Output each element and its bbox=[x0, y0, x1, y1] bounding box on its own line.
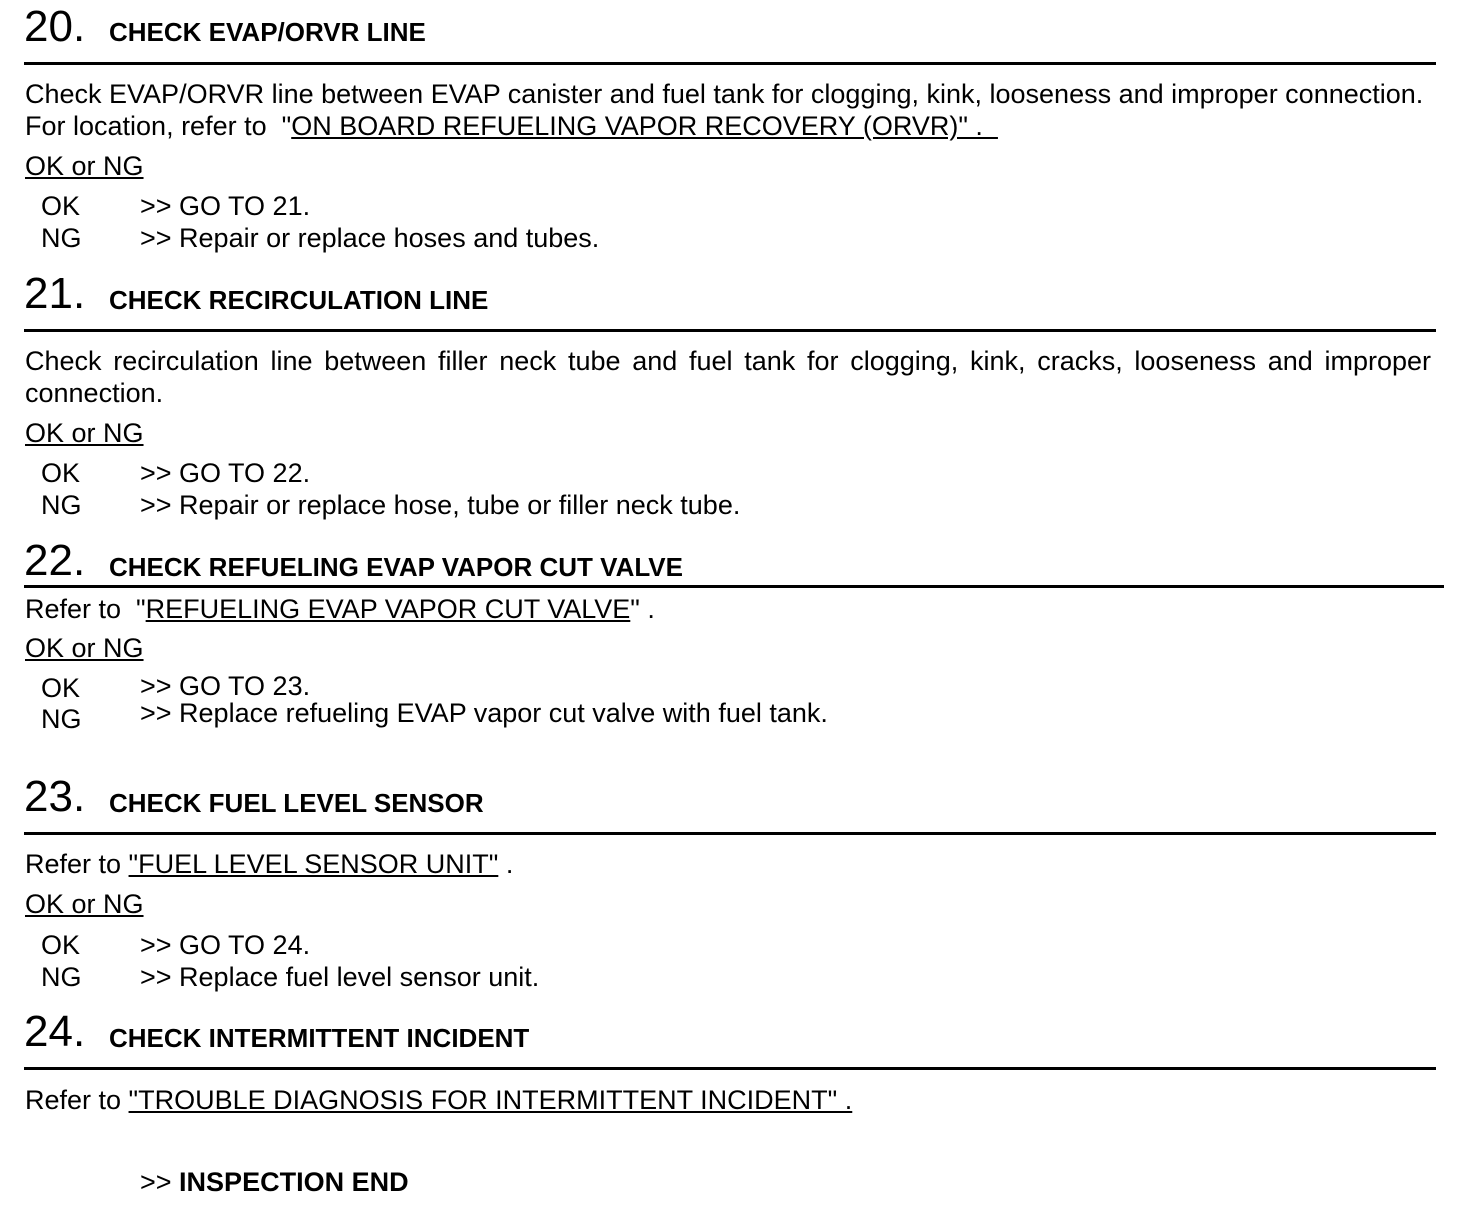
step-23-ok-code: OK bbox=[41, 930, 81, 960]
step-21-title: CHECK RECIRCULATION LINE bbox=[109, 285, 489, 315]
step-24-title: CHECK INTERMITTENT INCIDENT bbox=[109, 1023, 530, 1053]
step-23-number: 23. bbox=[24, 772, 86, 821]
step-24-body bbox=[25, 1084, 852, 1116]
step-23-ng-code: NG bbox=[41, 962, 82, 992]
step-22-title: CHECK REFUELING EVAP VAPOR CUT VALVE bbox=[109, 552, 683, 582]
step-20-judgement: OK or NG bbox=[25, 151, 144, 181]
step-20-title: CHECK EVAP/ORVR LINE bbox=[109, 17, 426, 47]
step-22-judgement: OK or NG bbox=[25, 633, 144, 663]
step-24-body-text: Refer to bbox=[25, 1085, 129, 1115]
step-22-ok-action: >> GO TO 23. bbox=[140, 671, 311, 701]
link-orvr[interactable]: ON BOARD REFUELING VAPOR RECOVERY (ORVR)" . bbox=[291, 111, 998, 141]
step-24-divider bbox=[24, 1067, 1436, 1070]
step-20-ok-code: OK bbox=[41, 191, 81, 221]
step-23-body-end: . bbox=[498, 849, 514, 879]
link-intermittent-incident[interactable]: "TROUBLE DIAGNOSIS FOR INTERMITTENT INCIDENT" . bbox=[128, 1085, 853, 1115]
inspection-end-label: INSPECTION END bbox=[179, 1167, 409, 1197]
step-22-divider bbox=[24, 585, 1444, 588]
step-20-body bbox=[25, 78, 1435, 142]
inspection-end-arrow: >> bbox=[140, 1167, 180, 1197]
step-24-number: 24. bbox=[24, 1007, 86, 1056]
step-21-divider bbox=[24, 329, 1436, 332]
step-21-ng-action: >> Repair or replace hose, tube or filler neck tube. bbox=[140, 490, 741, 520]
step-23-ng-action: >> Replace fuel level sensor unit. bbox=[140, 962, 540, 992]
step-20-body-text: Check EVAP/ORVR line between EVAP canister and fuel tank for clogging, kink, looseness and improper connection. For location, refer to " bbox=[25, 79, 1424, 141]
step-22-ng-code: NG bbox=[41, 704, 82, 734]
step-23-ok-action: >> GO TO 24. bbox=[140, 930, 311, 960]
step-22-ng-action: >> Replace refueling EVAP vapor cut valve with fuel tank. bbox=[140, 698, 828, 728]
step-23-title: CHECK FUEL LEVEL SENSOR bbox=[109, 788, 484, 818]
step-21-body: Check recirculation line between filler neck tube and fuel tank for clogging, kink, cracks, looseness and improper connection. bbox=[25, 346, 1431, 408]
step-21-ok-code: OK bbox=[41, 458, 81, 488]
link-fuel-level-sensor-unit[interactable]: "FUEL LEVEL SENSOR UNIT" bbox=[128, 849, 499, 879]
step-20-ng-code: NG bbox=[41, 223, 82, 253]
inspection-end bbox=[140, 1166, 409, 1198]
step-22-body bbox=[25, 593, 655, 625]
step-21-judgement: OK or NG bbox=[25, 418, 144, 448]
step-22-ok-code: OK bbox=[41, 673, 81, 703]
link-vapor-cut-valve[interactable]: REFUELING EVAP VAPOR CUT VALVE bbox=[145, 594, 631, 624]
step-23-body bbox=[25, 848, 513, 880]
step-21-ok-action: >> GO TO 22. bbox=[140, 458, 311, 488]
step-20-ng-action: >> Repair or replace hoses and tubes. bbox=[140, 223, 600, 253]
step-22-body-text: Refer to " bbox=[25, 594, 146, 624]
step-23-body-text: Refer to bbox=[25, 849, 129, 879]
step-20-ok-action: >> GO TO 21. bbox=[140, 191, 311, 221]
step-21-number: 21. bbox=[24, 269, 86, 318]
step-23-judgement: OK or NG bbox=[25, 889, 144, 919]
step-20-number: 20. bbox=[24, 2, 86, 51]
step-22-number: 22. bbox=[24, 536, 86, 585]
step-21-ng-code: NG bbox=[41, 490, 82, 520]
step-20-divider bbox=[24, 62, 1436, 65]
step-22-body-end: " . bbox=[630, 594, 655, 624]
step-23-divider bbox=[24, 832, 1436, 835]
